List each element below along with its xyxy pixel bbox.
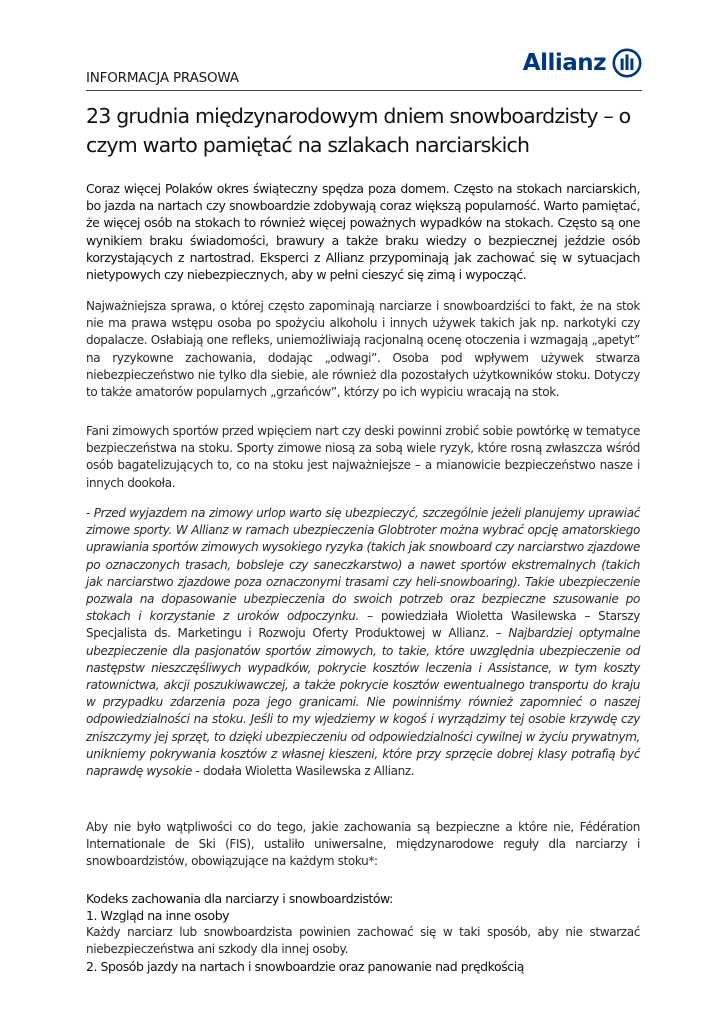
rule-2-title: 2. Sposób jazdy na nartach i snowboardzie oraz panowanie nad prędkością (86, 959, 524, 974)
allianz-logo (523, 48, 642, 78)
body-paragraph-fis-rules: Aby nie było wątpliwości co do tego, jakie zachowania są bezpieczne a które nie, Fédération Internationale de Ski (FIS), ustaliło uniwersalne, międzynarodowe reguły dla narciarzy i snowboardzistów, obowiązujące na każdym stoku*: (86, 820, 640, 869)
expert-quote-2: – Najbardziej optymalne ubezpieczenie dla pasjonatów sportów zimowych, to takie, które uwzględnia ubezpieczenie od następstw nieszczęśliwych wypadków, pokrycie kosztów leczenia i Assistance, w tym koszty ratownictwa, akcji poszukiwawczej, a także pokrycie kosztów ewentualnego transportu do kraju w przypadku zdarzenia poza jego granicami. Nie powinniśmy również zapomnieć o naszej odpowiedzialności na stoku. Jeśli to my wjedziemy w kogoś i wyrządzimy tej osobie krzywdę czy zniszczymy jej sprzęt, to dzięki ubezpieczeniu od odpowiedzialności cywilnej w życiu prywatnym, unikniemy pokrywania kosztów z własnej kieszeni, które przy sprzęcie dobrej klasy potrafią być naprawdę wysokie (86, 626, 640, 779)
quote-attribution-2: - dodała Wioletta Wasilewska z Allianz. (192, 764, 415, 779)
rule-1-text: Każdy narciarz lub snowboardzista powinien zachować się w taki sposób, aby nie stwarzać niebezpieczeństwa ani szkody dla innej osoby. (86, 925, 640, 957)
header-divider (86, 90, 642, 91)
lead-paragraph: Coraz więcej Polaków okres świąteczny spędza poza domem. Często na stokach narciarskich, bo jazda na nartach czy snowboardzie zdobywają coraz większą popularność. Warto pamiętać, że więcej osób na stokach to również więcej poważnych wypadków na stokach. Często są one wynikiem braku świadomości, brawury a także braku wiedzy o bezpiecznej jeździe osób korzystających z nartostrad. Eksperci z Allianz przypominają jak zachować się w sytuacjach nietypowych czy niebezpiecznych, aby w pełni cieszyć się zimą i wypocząć. (86, 181, 640, 283)
allianz-eagle-icon (612, 48, 642, 78)
document-type-label: INFORMACJA PRASOWA (86, 70, 239, 86)
code-of-conduct-heading: Kodeks zachowania dla narciarzy i snowboardzistów: (86, 891, 393, 906)
body-paragraph-alcohol: Najważniejsza sprawa, o której często zapominają narciarze i snowboardziści to fakt, że na stok nie ma prawa wstępu osoba po spożyciu alkoholu i innych używek takich jak np. narkotyki czy dopalacze. Osłabiają one refleks, uniemożliwiają racjonalną ocenę otoczenia i wzmagają „apetyt” na ryzykowne zachowania, dodając „odwagi”. Osoba pod wpływem używek stwarza niebezpieczeństwo nie tylko dla siebie, ale również dla pozostałych użytkowników stoku. Dotyczy to także amatorów popularnych „grzańców”, którzy po ich wypiciu wracają na stok. (86, 299, 640, 400)
logo-wordmark: Allianz (522, 50, 606, 76)
body-paragraph-safety: Fani zimowych sportów przed wpięciem nart czy deski powinni zrobić sobie powtórkę w tematyce bezpieczeństwa na stoku. Sporty zimowe niosą za sobą wiele ryzyk, które rosną zwłaszcza wśród osób bagatelizujących to, co na stoku jest najważniejsze – a mianowicie bezpieczeństwo nasze i innych dookoła. (86, 424, 640, 490)
body-paragraph-insurance-quote (86, 505, 640, 780)
expert-quote-1: - Przed wyjazdem na zimowy urlop warto się ubezpieczyć, szczególnie jeżeli planujemy uprawiać zimowe sporty. W Allianz w ramach ubezpieczenia Globtroter można wybrać opcję amatorskiego uprawiania sportów zimowych wysokiego ryzyka (takich jak snowboard czy narciarstwo zjazdowe po oznaczonych trasach, bobsleje czy saneczkarstwo) a nawet sportów ekstremalnych (takich jak narciarstwo zjazdowe poza oznaczonymi trasami czy heli-snowboaring). Takie ubezpieczenie pozwala na dopasowanie ubezpieczenia do swoich potrzeb oraz bezpieczne szusowanie po stokach i korzystanie z uroków odpoczynku. (86, 506, 640, 624)
page-header (86, 46, 642, 90)
quote-attribution-1: – powiedziała Wioletta Wasilewska – Starszy Specjalista ds. Marketingu i Rozwoju Oferty Produktowej w Allianz. (86, 609, 640, 641)
rule-1-title: 1. Wzgląd na inne osoby (86, 908, 230, 923)
page-title: 23 grudnia międzynarodowym dniem snowboardzisty – o czym warto pamiętać na szlakach narciarskich (86, 104, 631, 157)
